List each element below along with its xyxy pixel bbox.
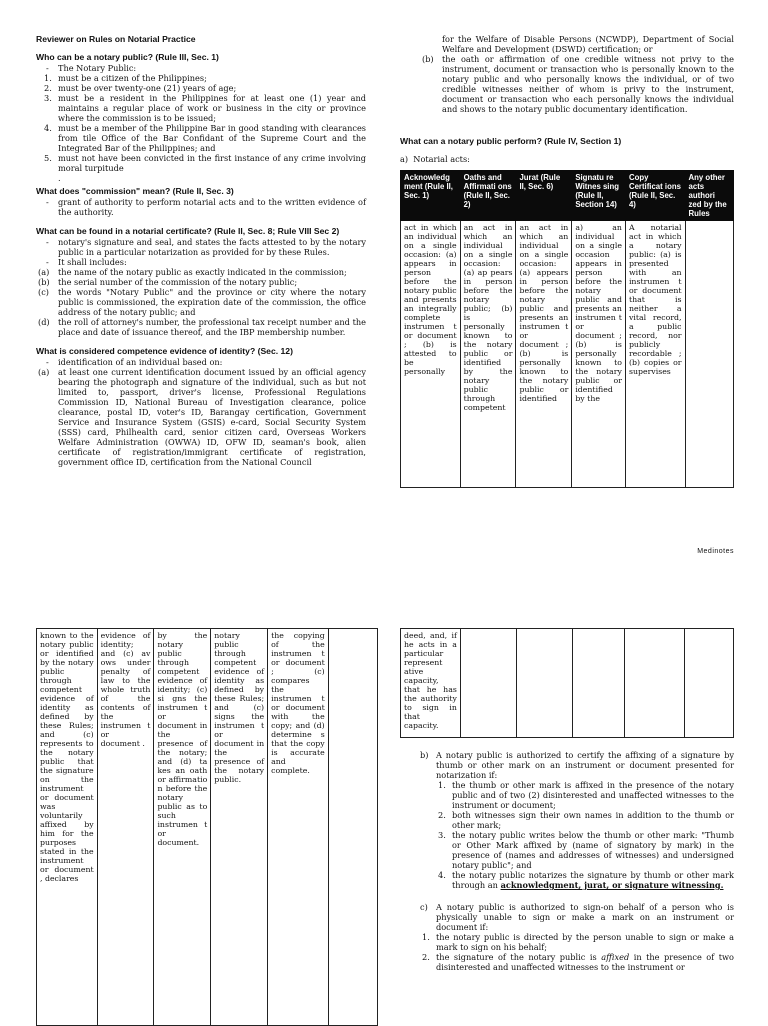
notary-list bbox=[36, 63, 366, 73]
requirement-item: 1. must be a citizen of the Philippines; bbox=[44, 73, 207, 83]
identity-list bbox=[36, 357, 366, 367]
table-cell: by the notary public through competent evidence of identity; (c) si gns the instrumen t or document in the presence of the notary; and (d) ta kes an oath or affirmatio n before the notary public as to such instrumen t or document. bbox=[154, 629, 211, 1026]
acts-table-continued bbox=[36, 628, 378, 1026]
requirement-item: 2. must be over twenty-one (21) years of age; bbox=[44, 83, 237, 93]
table-header: Jurat (Rule II, Sec. 6) bbox=[516, 171, 572, 221]
requirement-item: 5. must not have been convicted in the first instance of any crime involving moral turpitude bbox=[44, 153, 366, 173]
table-cell bbox=[516, 629, 572, 738]
table-header: Copy Certificat ions (Rule II, Sec. 4) bbox=[625, 171, 685, 221]
identity-subitem: (b) the oath or affirmation of one credible witness not privy to the instrument, document or transaction who is personally known to the notary public and who personally knows the individual, or of two credible witnesses neither of whom is privy to the instrument, document or transaction who each personally knows the individual and shows to the notary public documentary identification. bbox=[422, 54, 734, 114]
identity-subitem: (a) at least one current identification document issued by an official agency bearing the photograph and signature of the individual, such as but not limited to, passport, driver's license, Professional Regulations Commission ID, National Bureau of Investigation clearance, police clearance, postal ID, voter's ID, Barangay certification, Government Service and Insurance System (GSIS) e-card, Social Security System (SSS) card, Philhealth card, senior citizen card, Overseas Workers Welfare Administration (OWWA) ID, OFW ID, seaman's book, alien certificate of registration/immigrant certificate of registration, government office ID, certification from the National Council bbox=[38, 367, 366, 467]
table-cell: an act in which an individual on a single occasion: (a) ap pears in person before the notary public; (b) is personally known to the notary public or identified by the notary public through competent bbox=[460, 221, 516, 488]
table-cell: the copying of the instrumen t or document ; (c) compares the instrumen t or document with the copy; and (d) determine s that the copy is accurate and complete. bbox=[268, 629, 329, 1026]
certificate-subitem: (b) the serial number of the commission of the notary public; bbox=[38, 277, 298, 287]
table-cell: notary public through competent evidence of identity as defined by these Rules; and (c) signs the instrumen t or document in the presence of the notary public. bbox=[211, 629, 268, 1026]
section-heading-identity: What is considered competence evidence of identity? (Sec. 12) bbox=[36, 346, 293, 356]
identity-sublist-b bbox=[400, 54, 734, 114]
table-cell bbox=[685, 629, 734, 738]
right-column bbox=[400, 34, 734, 488]
acts-table-end bbox=[400, 628, 734, 738]
requirement-item: 3. must be a resident in the Philippines for at least one (1) year and maintains a regular place of work or business in the city or province where the commission is to be issued; bbox=[44, 93, 366, 123]
section-heading-commission: What does "commission" mean? (Rule II, Sec. 3) bbox=[36, 186, 234, 196]
table-cell bbox=[685, 221, 733, 488]
notary-requirements bbox=[36, 73, 366, 173]
table-cell bbox=[328, 629, 377, 1026]
table-cell bbox=[573, 629, 625, 738]
table-cell: a) an individual on a single occasion appears in person before the notary public and presents an instrumen t or document ; (b) is personally known to the notary public or identified by the bbox=[572, 221, 626, 488]
identity-continuation: for the Welfare of Disable Persons (NCWDP), Department of Social Welfare and Development (DSWD) certification; or bbox=[442, 34, 734, 54]
identity-sublist bbox=[36, 367, 366, 467]
certificate-subitem: (c) the words "Notary Public" and the province or city where the notary public is commissioned, the expiration date of the commission, the office address of the notary public; and bbox=[38, 287, 366, 317]
left-column bbox=[36, 34, 366, 467]
notary-intro: - The Notary Public: bbox=[48, 63, 366, 73]
table-cell: A notarial act in which a notary public: (a) is presented with an instrumen t or document that is neither a vital record, a public record, nor publicly recordable ; (b) copies or supervises bbox=[625, 221, 685, 488]
thumbmark-item: 4. the notary public notarizes the signature by thumb or other mark through an acknowledgment, jurat, or signature witnessing. bbox=[438, 870, 734, 890]
certificate-item: - It shall includes: bbox=[48, 257, 366, 267]
table-cell: act in which an individual on a single occasion: (a) appears in person before the notary public and presents an integrally complete instrumen t or document ; (b) is attested to be personally bbox=[401, 221, 461, 488]
sign-on-behalf-list bbox=[400, 932, 734, 972]
thumbmark-item: 1. the thumb or other mark is affixed in the presence of the notary public and of two (2) disinterested and unaffected witnesses to the instrument or document; bbox=[438, 780, 734, 810]
notarial-acts-table bbox=[400, 170, 734, 488]
sign-on-behalf-item: 2. the signature of the notary public is affixed in the presence of two disinterested and unaffected witnesses to the instrument or bbox=[422, 952, 734, 972]
section-heading-certificate: What can be found in a notarial certificate? (Rule II, Sec. 8; Rule VIII Sec 2) bbox=[36, 226, 340, 236]
table-cell: evidence of identity; and (c) av ows under penalty of law to the whole truth of the contents of the instrumen t or document . bbox=[97, 629, 154, 1026]
certificate-list bbox=[36, 237, 366, 267]
table-row bbox=[401, 221, 734, 488]
section-heading-notary: Who can be a notary public? (Rule III, Sec. 1) bbox=[36, 52, 219, 62]
table-header-row bbox=[401, 171, 734, 221]
table-cell: an act in which an individual on a single occasion: (a) appears in person before the notary public and presents an instrumen t or document ; (b) is personally known to the notary public or identified bbox=[516, 221, 572, 488]
table-cell bbox=[460, 629, 516, 738]
sign-on-behalf-paragraph: c) A notary public is authorized to sign-on behalf of a person who is physically unable to sign or make a mark on an instrument or document if: bbox=[420, 902, 734, 932]
certificate-subitem: (d) the roll of attorney's number, the professional tax receipt number and the place and date of issuance thereof, and the IBP membership number. bbox=[38, 317, 366, 337]
thumbmark-item: 2. both witnesses sign their own names in addition to the thumb or other mark; bbox=[438, 810, 734, 830]
commission-list bbox=[36, 197, 366, 217]
table-cell: deed, and, if he acts in a particular represent ative capacity, that he has the authority to sign in that capacity. bbox=[401, 629, 461, 738]
table-row bbox=[37, 629, 378, 1026]
table-cell bbox=[625, 629, 685, 738]
brand-footer: Medinotes bbox=[697, 548, 734, 555]
table-header: Any other acts authori zed by the Rules bbox=[685, 171, 733, 221]
thumbmark-paragraph: b) A notary public is authorized to certify the affixing of a signature by thumb or other mark on an instrument or document presented for notarization if: bbox=[420, 750, 734, 780]
identity-item: - identification of an individual based on: bbox=[48, 357, 366, 367]
notarial-acts-label: a) Notarial acts: bbox=[400, 154, 470, 164]
sign-on-behalf-item: 1. the notary public is directed by the person unable to sign or make a mark to sign on his behalf; bbox=[422, 932, 734, 952]
certificate-item: - notary's signature and seal, and states the facts attested to by the notary public in a particular notarization as provided for by these Rules. bbox=[48, 237, 366, 257]
requirement-item: 4. must be a member of the Philippine Bar in good standing with clearances from tile Office of the Bar Confidant of the Supreme Court and the Integrated Bar of the Philippines; and bbox=[44, 123, 366, 153]
commission-definition: - grant of authority to perform notarial acts and to the written evidence of the authority. bbox=[48, 197, 366, 217]
page-2 bbox=[0, 560, 768, 1024]
table-header: Oaths and Affirmati ons (Rule II, Sec. 2) bbox=[460, 171, 516, 221]
document-title: Reviewer on Rules on Notarial Practice bbox=[36, 34, 196, 44]
certificate-sublist bbox=[36, 267, 366, 337]
trailing-dot: . bbox=[58, 173, 61, 183]
thumbmark-item: 3. the notary public writes below the thumb or other mark: "Thumb or Other Mark affixed by (name of signatory by mark) in the presence of (names and addresses of witnesses) and undersigned notary public"; and bbox=[438, 830, 734, 870]
thumbmark-list bbox=[400, 780, 734, 890]
table-row bbox=[401, 629, 734, 738]
section-heading-perform: What can a notary public perform? (Rule IV, Section 1) bbox=[400, 136, 622, 146]
table-header: Acknowledg ment (Rule II, Sec. 1) bbox=[401, 171, 461, 221]
table-header: Signatu re Witnes sing (Rule II, Section 14) bbox=[572, 171, 626, 221]
right-column-page2 bbox=[400, 750, 734, 972]
table-cell: known to the notary public or identified by the notary public through competent evidence of identity as defined by these Rules; and (c) represents to the notary public that the signature on the instrument or document was voluntarily affixed by him for the purposes stated in the instrument or document , declares bbox=[37, 629, 98, 1026]
certificate-subitem: (a) the name of the notary public as exactly indicated in the commission; bbox=[38, 267, 347, 277]
